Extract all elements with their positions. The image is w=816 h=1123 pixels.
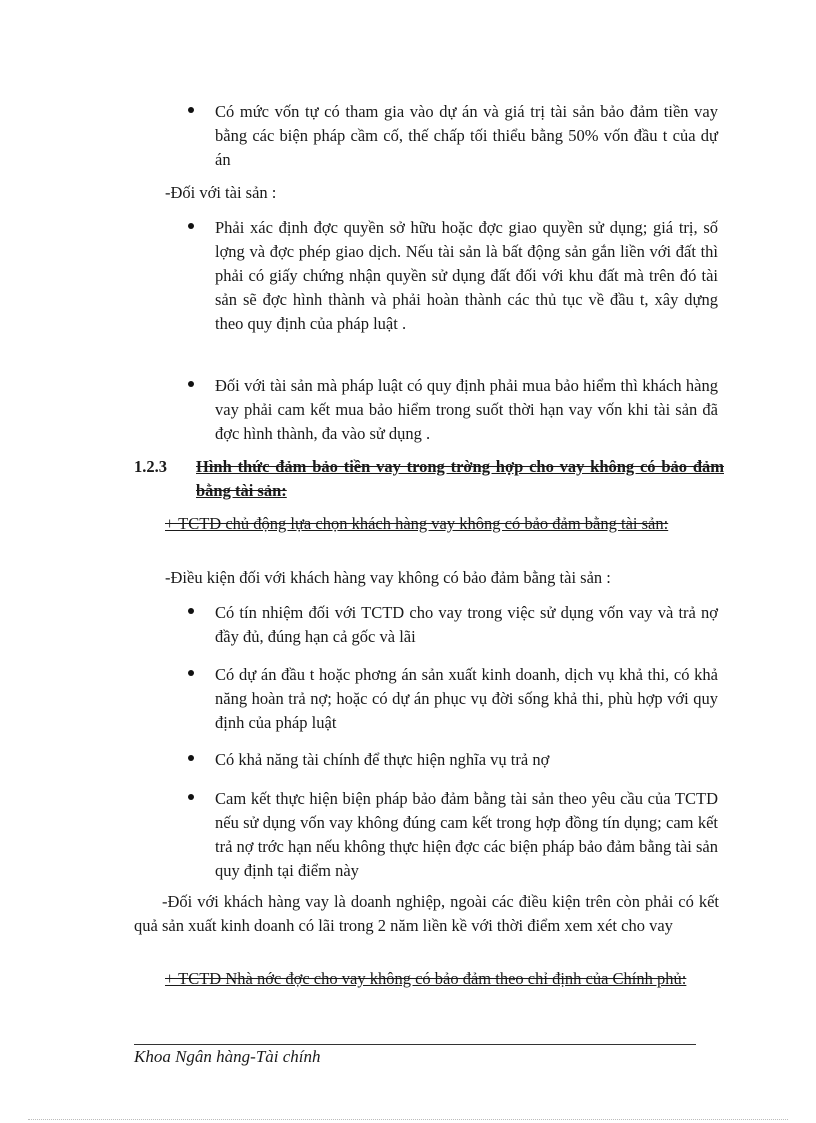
bullet-icon — [188, 381, 194, 387]
subsection-heading: + TCTD chủ động lựa chọn khách hàng vay không có bảo đảm bằng tài sản: — [165, 514, 669, 533]
list-item — [188, 787, 718, 883]
footer-label: Khoa Ngân hàng-Tài chính — [134, 1047, 321, 1066]
bullet-icon — [188, 107, 194, 113]
list-item — [188, 601, 718, 649]
bullet-text: Có mức vốn tự có tham gia vào dự án và giá trị tài sản bảo đảm tiền vay bằng các biện pháp cầm cố, thế chấp tối thiểu bằng 50% vốn đầu t của dự án — [215, 102, 718, 169]
list-item — [188, 216, 718, 336]
bullet-text: Cam kết thực hiện biện pháp bảo đảm bằng tài sản theo yêu cầu của TCTD nếu sử dụng vốn vay không đúng cam kết trong hợp đồng tín dụng; cam kết trả nợ trớc hạn nếu không thực hiện đợc các biện pháp bảo đảm bằng tài sản quy định tại điểm này — [215, 789, 718, 880]
bullet-icon — [188, 608, 194, 614]
section-number: 1.2.3 — [134, 457, 167, 476]
footer-divider — [134, 1044, 696, 1045]
bullet-text: Phải xác định đợc quyền sở hữu hoặc đợc giao quyền sử dụng; giá trị, số lợng và đợc phép giao dịch. Nếu tài sản là bất động sản gắn liền với đất thì phải có giấy chứng nhận quyền sử dụng đất đối với khu đất mà trên đó tài sản sẽ đợc hình thành và phải hoàn thành các thủ tục về đầu t, xây dựng theo quy định của pháp luật . — [215, 218, 718, 333]
bullet-text: Có tín nhiệm đối với TCTD cho vay trong việc sử dụng vốn vay và trả nợ đầy đủ, đúng hạn cả gốc và lãi — [215, 603, 718, 646]
subsection-heading: + TCTD Nhà nớc đợc cho vay không có bảo đảm theo chỉ định của Chính phủ: — [165, 969, 687, 988]
list-item — [188, 100, 718, 172]
bullet-text: Đối với tài sản mà pháp luật có quy định phải mua bảo hiểm thì khách hàng vay phải cam kết mua bảo hiểm trong suốt thời hạn vay vốn khi tài sản đã đợc hình thành, đa vào sử dụng . — [215, 376, 718, 443]
bullet-text: Có khả năng tài chính để thực hiện nghĩa vụ trả nợ — [215, 750, 550, 769]
bullet-text: Có dự án đầu t hoặc phơng án sản xuất kinh doanh, dịch vụ khả thi, có khả năng hoàn trả nợ; hoặc có dự án phục vụ đời sống khả thi, phù hợp với quy định của pháp luật — [215, 665, 718, 732]
list-item — [188, 374, 718, 446]
enterprise-paragraph: -Đối với khách hàng vay là doanh nghiệp, ngoài các điều kiện trên còn phải có kết quả sản xuất kinh doanh có lãi trong 2 năm liền kề với thời điểm xem xét cho vay — [134, 892, 719, 935]
page-edge-divider — [28, 1119, 788, 1120]
list-item — [188, 748, 718, 772]
list-item — [188, 663, 718, 735]
bullet-icon — [188, 223, 194, 229]
bullet-icon — [188, 670, 194, 676]
bullet-icon — [188, 755, 194, 761]
conditions-intro: -Điều kiện đối với khách hàng vay không có bảo đảm bằng tài sản : — [165, 568, 611, 587]
asset-intro: -Đối với tài sản : — [165, 183, 277, 202]
bullet-icon — [188, 794, 194, 800]
section-title: Hình thức đảm bảo tiền vay trong trờng hợp cho vay không có bảo đảm bằng tài sản: — [196, 457, 724, 500]
